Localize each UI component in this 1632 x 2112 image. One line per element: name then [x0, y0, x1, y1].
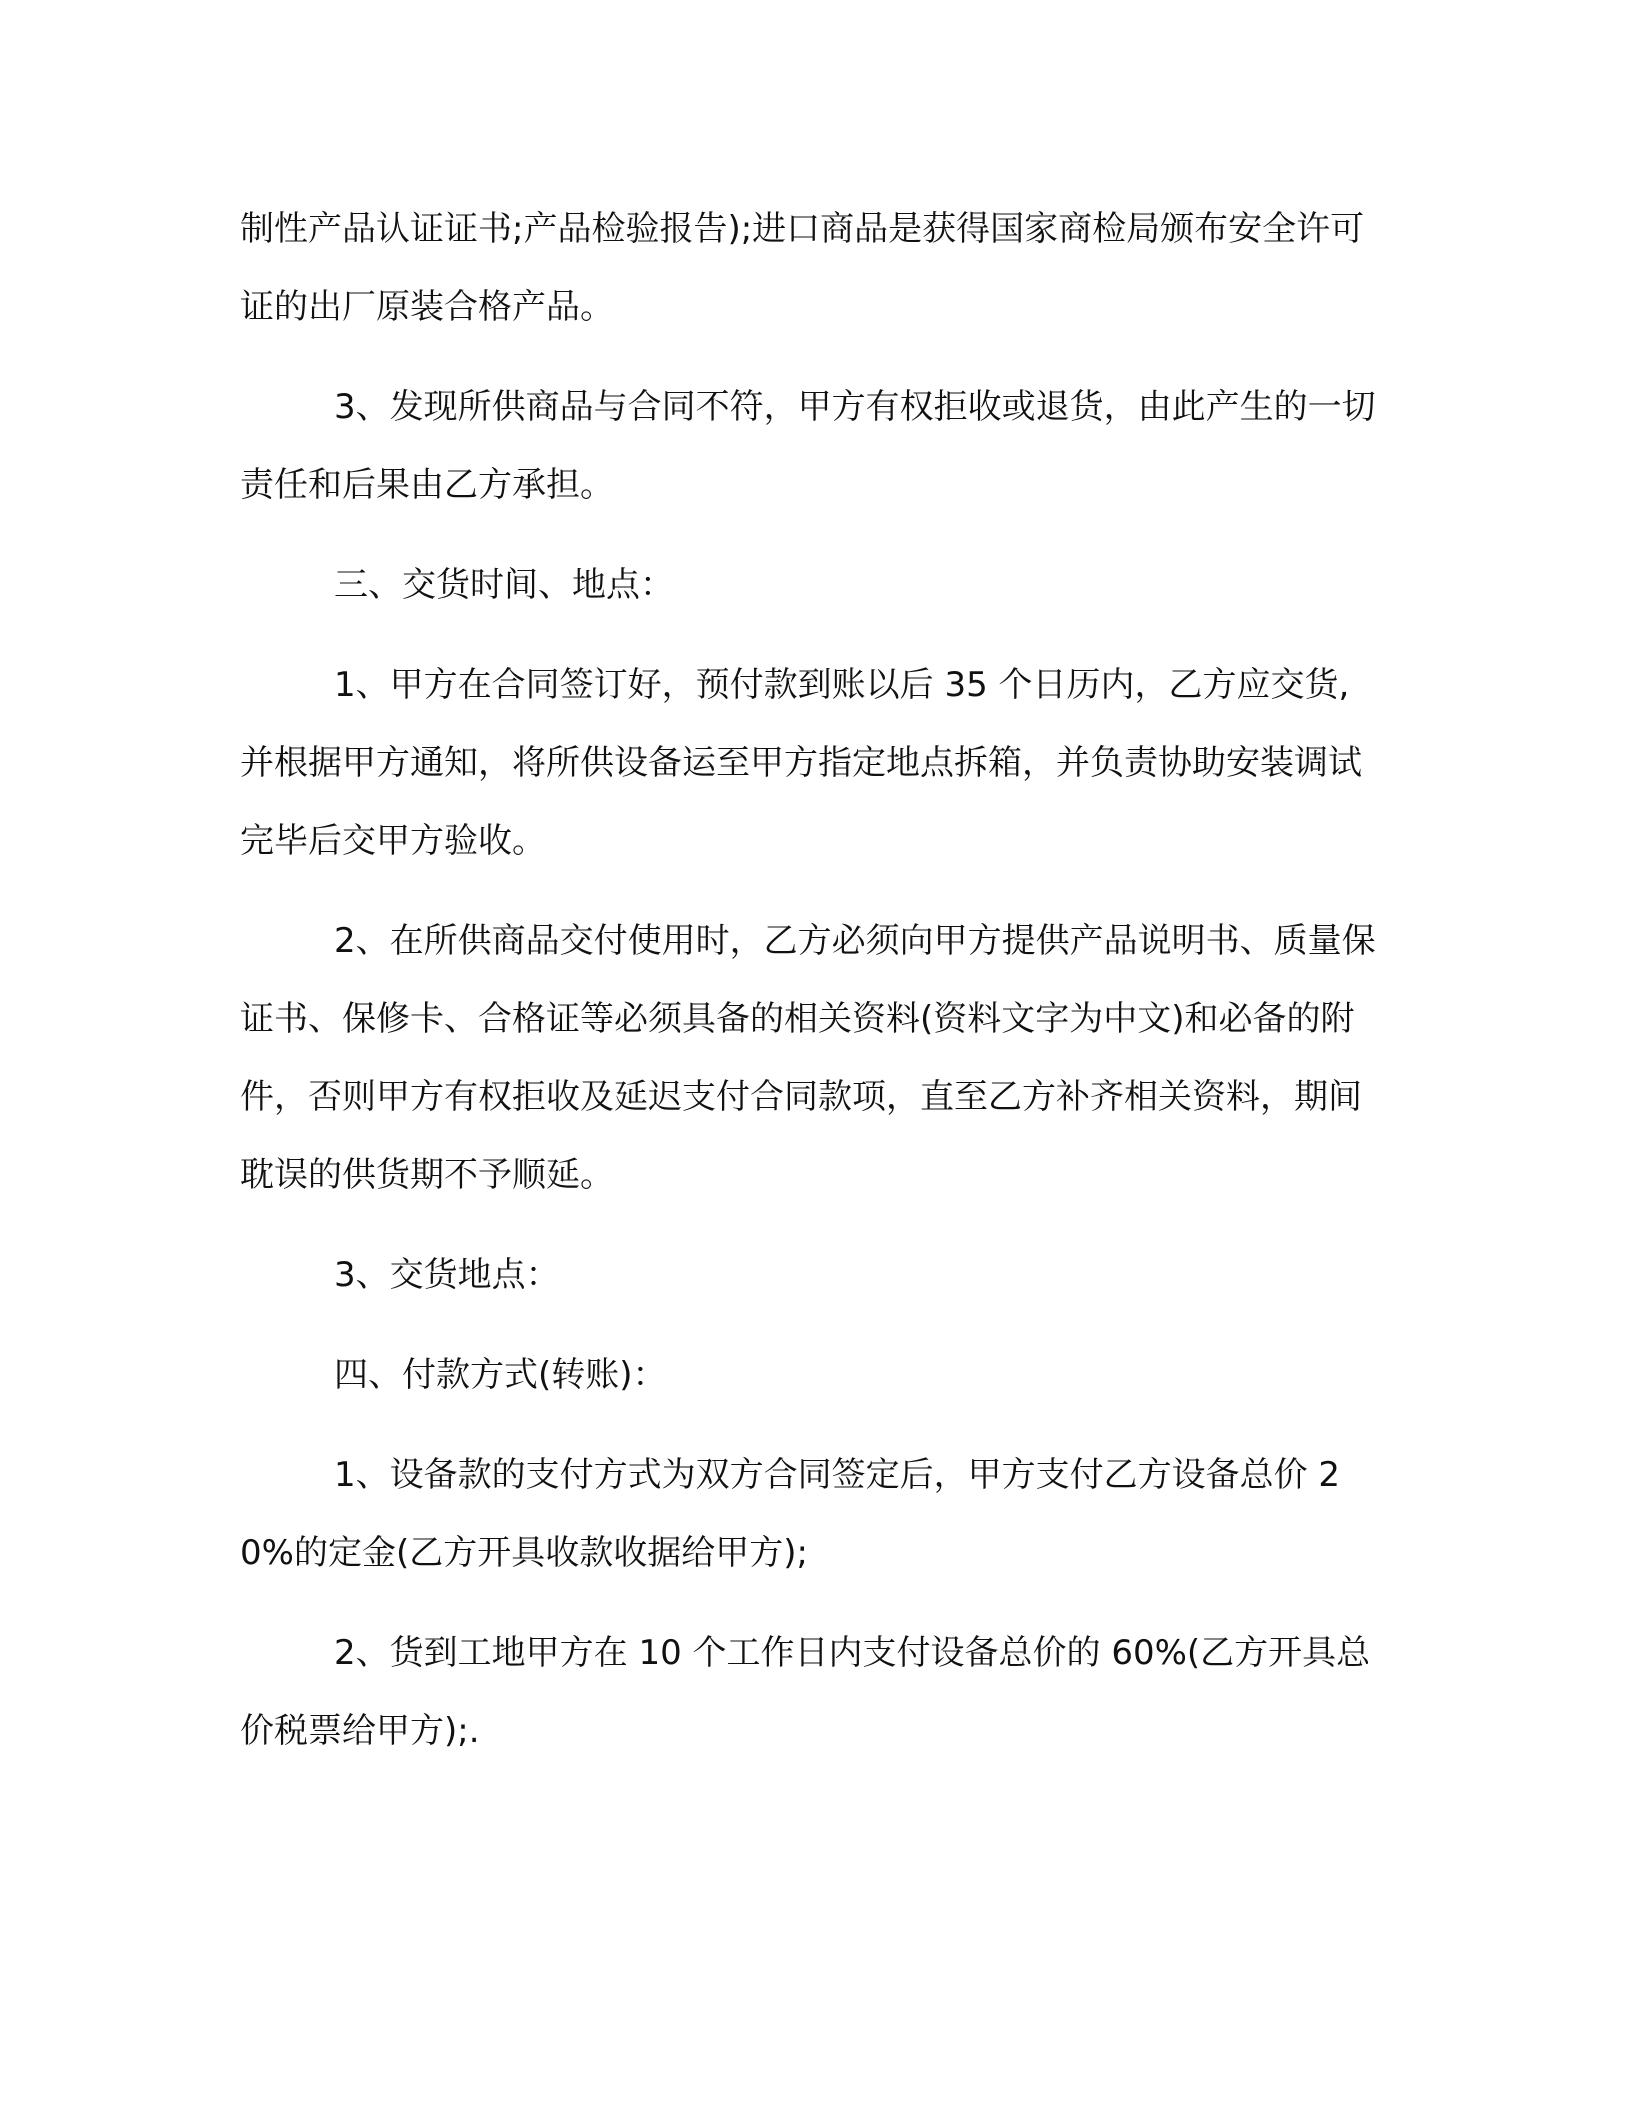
- paragraph-gap: [240, 1314, 1380, 1336]
- section-heading-payment: 四、付款方式(转账)：: [334, 1355, 667, 1395]
- paragraph-payment-item-2: 2、货到工地甲方在 10 个工作日内支付设备总价的 60%(乙方开具总价税票给甲方);.: [240, 1633, 1371, 1751]
- paragraph-gap: [240, 1214, 1380, 1236]
- paragraph-delivery-item-1: 1、甲方在合同签订好，预付款到账以后 35 个日历内，乙方应交货,并根据甲方通知，将所供设备运至甲方指定地点拆箱，并负责协助安装调试完毕后交甲方验收。: [240, 665, 1362, 861]
- section-heading-delivery: 三、交货时间、地点：: [334, 565, 674, 605]
- document-body: [240, 190, 1380, 1770]
- paragraph-gap: [240, 1414, 1380, 1436]
- paragraph-item-3-rejection: 3、发现所供商品与合同不符，甲方有权拒收或退货，由此产生的一切责任和后果由乙方承担。: [240, 387, 1376, 505]
- paragraph-gap: [240, 880, 1380, 902]
- paragraph-gap: [240, 1592, 1380, 1614]
- paragraph-product-certification: 制性产品认证证书;产品检验报告);进口商品是获得国家商检局颁布安全许可证的出厂原装合格产品。: [240, 209, 1365, 327]
- paragraph-delivery-item-2: 2、在所供商品交付使用时，乙方必须向甲方提供产品说明书、质量保证书、保修卡、合格证等必须具备的相关资料(资料文字为中文)和必备的附件，否则甲方有权拒收及延迟支付合同款项，直至乙方补齐相关资料，期间耽误的供货期不予顺延。: [240, 921, 1376, 1195]
- paragraph-delivery-item-3: 3、交货地点：: [334, 1255, 560, 1295]
- paragraph-gap: [240, 624, 1380, 646]
- paragraph-gap: [240, 346, 1380, 368]
- paragraph-payment-item-1: 1、设备款的支付方式为双方合同签定后，甲方支付乙方设备总价 20%的定金(乙方开具收款收据给甲方);: [240, 1455, 1341, 1573]
- paragraph-gap: [240, 524, 1380, 546]
